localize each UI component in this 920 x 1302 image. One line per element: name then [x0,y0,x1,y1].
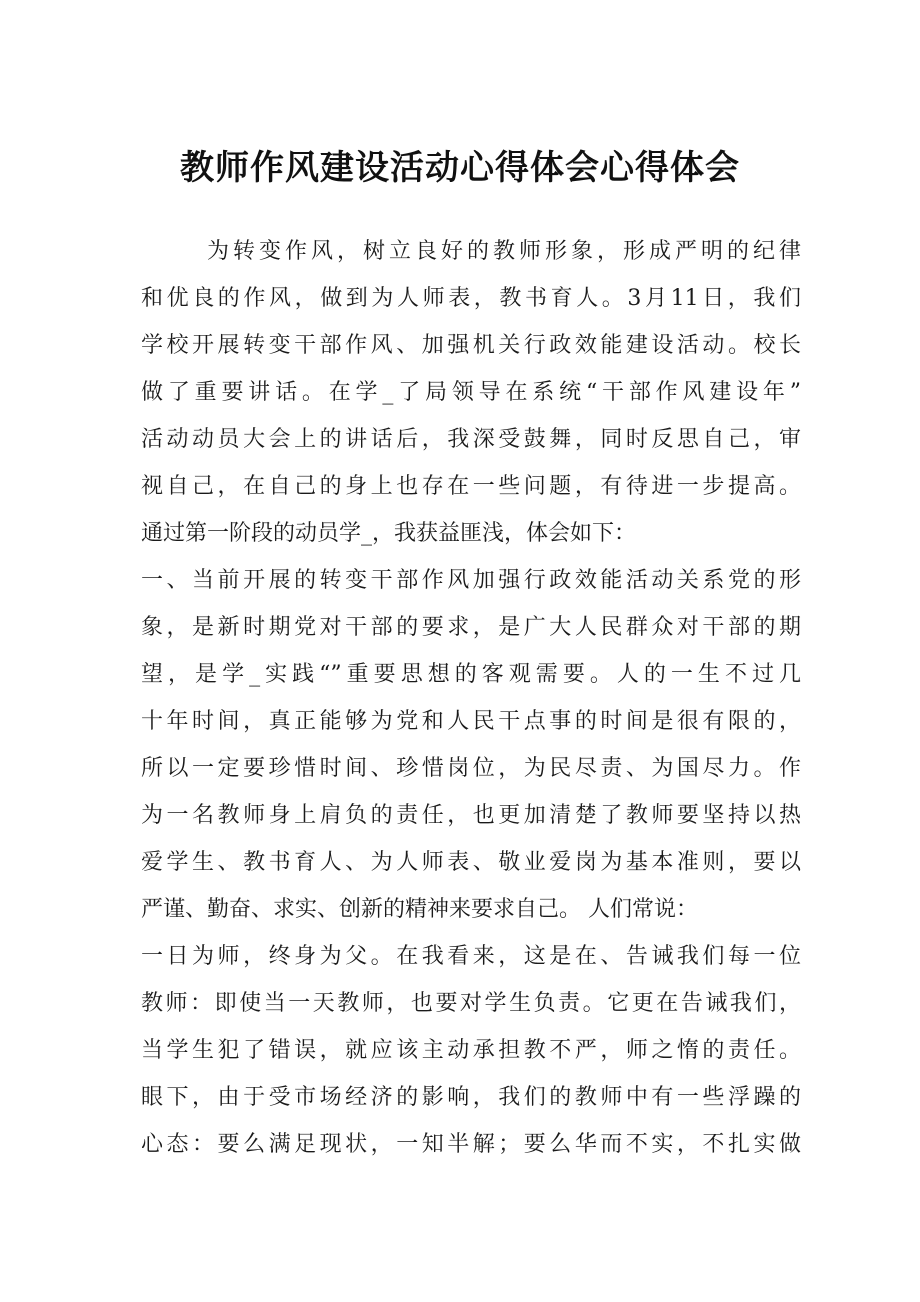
body-line: 一、当前开展的转变干部作风加强行政效能活动关系党的形 [141,568,801,593]
body-line: 眼下，由于受市场经济的影响，我们的教师中有一些浮躁的 [141,1085,801,1110]
document-body [141,228,801,1168]
body-line: 学校开展转变干部作风、加强机关行政效能建设活动。校长 [141,333,801,358]
body-line: 爱学生、教书育人、为人师表、敬业爱岗为基本准则，要以 [141,850,801,875]
body-line: 当学生犯了错误，就应该主动承担教不严，师之惰的责任。 [141,1038,801,1063]
body-line: 和优良的作风，做到为人师表，教书育人。3月11日，我们 [141,286,801,311]
body-line: 通过第一阶段的动员学_，我获益匪浅，体会如下： [141,521,637,546]
body-line: 象，是新时期党对干部的要求，是广大人民群众对干部的期 [141,615,801,640]
body-line: 十年时间，真正能够为党和人民干点事的时间是很有限的， [141,709,801,734]
body-line: 所以一定要珍惜时间、珍惜岗位，为民尽责、为国尽力。作 [141,756,801,781]
document-title: 教师作风建设活动心得体会心得体会 [180,148,740,188]
body-line: 活动动员大会上的讲话后，我深受鼓舞，同时反思自己，审 [141,427,801,452]
body-line: 一日为师，终身为父。在我看来，这是在、告诫我们每一位 [141,944,801,969]
body-line: 视自己，在自己的身上也存在一些问题，有待进一步提高。 [141,474,801,499]
body-line: 严谨、勤奋、求实、创新的精神来要求自己。 人们常说： [141,897,698,922]
body-line: 教师：即使当一天教师，也要对学生负责。它更在告诫我们， [141,991,801,1016]
body-line: 望，是学_实践“”重要思想的客观需要。人的一生不过几 [141,662,801,687]
body-line: 为转变作风，树立良好的教师形象，形成严明的纪律 [207,239,801,264]
body-line: 做了重要讲话。在学_了局领导在系统“干部作风建设年” [141,380,801,405]
body-line: 为一名教师身上肩负的责任，也更加清楚了教师要坚持以热 [141,803,801,828]
body-line: 心态：要么满足现状，一知半解；要么华而不实，不扎实做 [141,1132,801,1157]
